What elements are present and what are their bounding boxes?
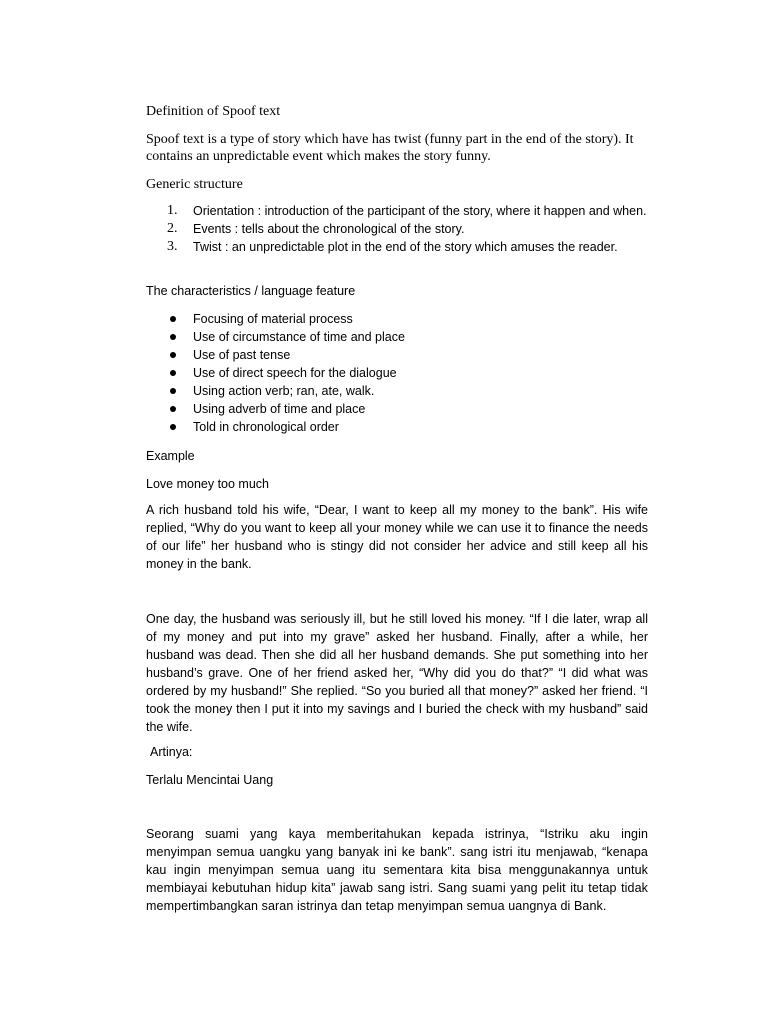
bullet-icon xyxy=(170,316,176,322)
list-item-text: Focusing of material process xyxy=(193,312,353,326)
list-item xyxy=(146,238,648,256)
translation-paragraph: Seorang suami yang kaya memberitahukan kepada istrinya, “Istriku aku ingin menyimpan semua uangku yang banyak ini ke bank”. sang istri itu menjawab, “kenapa kau ingin menyimpan semua uang itu sementara kita bisa menggunakannya untuk membiayai kebutuhan hidup kita” jawab sang istri. Sang suami yang pelit itu tetap tidak mempertimbangkan saran istrinya dan tetap menyimpan semua uangnya di Bank. xyxy=(146,827,648,913)
list-item-text: Twist : an unpredictable plot in the end of the story which amuses the reader. xyxy=(193,240,618,254)
example-heading: Example xyxy=(146,449,195,463)
example-paragraph: A rich husband told his wife, “Dear, I want to keep all my money to the bank”. His wife replied, “Why do you want to keep all your money while we can use it to finance the needs of our life” her husband who is stingy did not consider her advice and still keep all his money in the bank. xyxy=(146,503,648,571)
list-item-text: Using action verb; ran, ate, walk. xyxy=(193,384,375,398)
definition-text: Spoof text is a type of story which have has twist (funny part in the end of the story). It contains an unpredictable event which makes the story funny. xyxy=(146,132,634,164)
translation-heading: Artinya: xyxy=(150,745,193,759)
list-item-text: Use of circumstance of time and place xyxy=(193,330,405,344)
translation-title: Terlalu Mencintai Uang xyxy=(146,773,274,787)
generic-structure-heading: Generic structure xyxy=(146,177,243,192)
list-item xyxy=(146,310,648,328)
bullet-icon xyxy=(170,370,176,376)
list-item-text: Told in chronological order xyxy=(193,420,339,434)
list-item xyxy=(146,328,648,346)
list-item-text: Using adverb of time and place xyxy=(193,402,366,416)
characteristics-heading: The characteristics / language feature xyxy=(146,284,356,298)
example-title: Love money too much xyxy=(146,477,269,491)
list-item xyxy=(146,418,648,436)
bullet-icon xyxy=(170,352,176,358)
list-item xyxy=(146,202,648,220)
list-item xyxy=(146,346,648,364)
characteristics-list xyxy=(146,310,648,436)
list-number: 1. xyxy=(167,203,178,218)
list-item xyxy=(146,220,648,238)
bullet-icon xyxy=(170,334,176,340)
list-item xyxy=(146,382,648,400)
list-item xyxy=(146,364,648,382)
list-item xyxy=(146,400,648,418)
list-item-text: Events : tells about the chronological of the story. xyxy=(193,222,465,236)
generic-structure-list xyxy=(146,202,648,256)
definition-heading: Definition of Spoof text xyxy=(146,104,281,119)
list-item-text: Orientation : introduction of the participant of the story, where it happen and when. xyxy=(193,204,647,218)
bullet-icon xyxy=(170,424,176,430)
example-paragraph: One day, the husband was seriously ill, but he still loved his money. “If I die later, wrap all of my money and put into my grave” asked her husband. Finally, after a while, her husband was dead. Then she did all her husband demands. She put something into her husband’s grave. One of her friend asked her, “Why did you do that?” “I did what was ordered by my husband!” She replied. “So you buried all that money?” asked her friend. “I took the money then I put it into my savings and I buried the check with my husband” said the wife. xyxy=(146,612,648,734)
list-item-text: Use of past tense xyxy=(193,348,291,362)
list-number: 3. xyxy=(167,239,178,254)
list-number: 2. xyxy=(167,221,178,236)
list-item-text: Use of direct speech for the dialogue xyxy=(193,366,397,380)
bullet-icon xyxy=(170,406,176,412)
bullet-icon xyxy=(170,388,176,394)
